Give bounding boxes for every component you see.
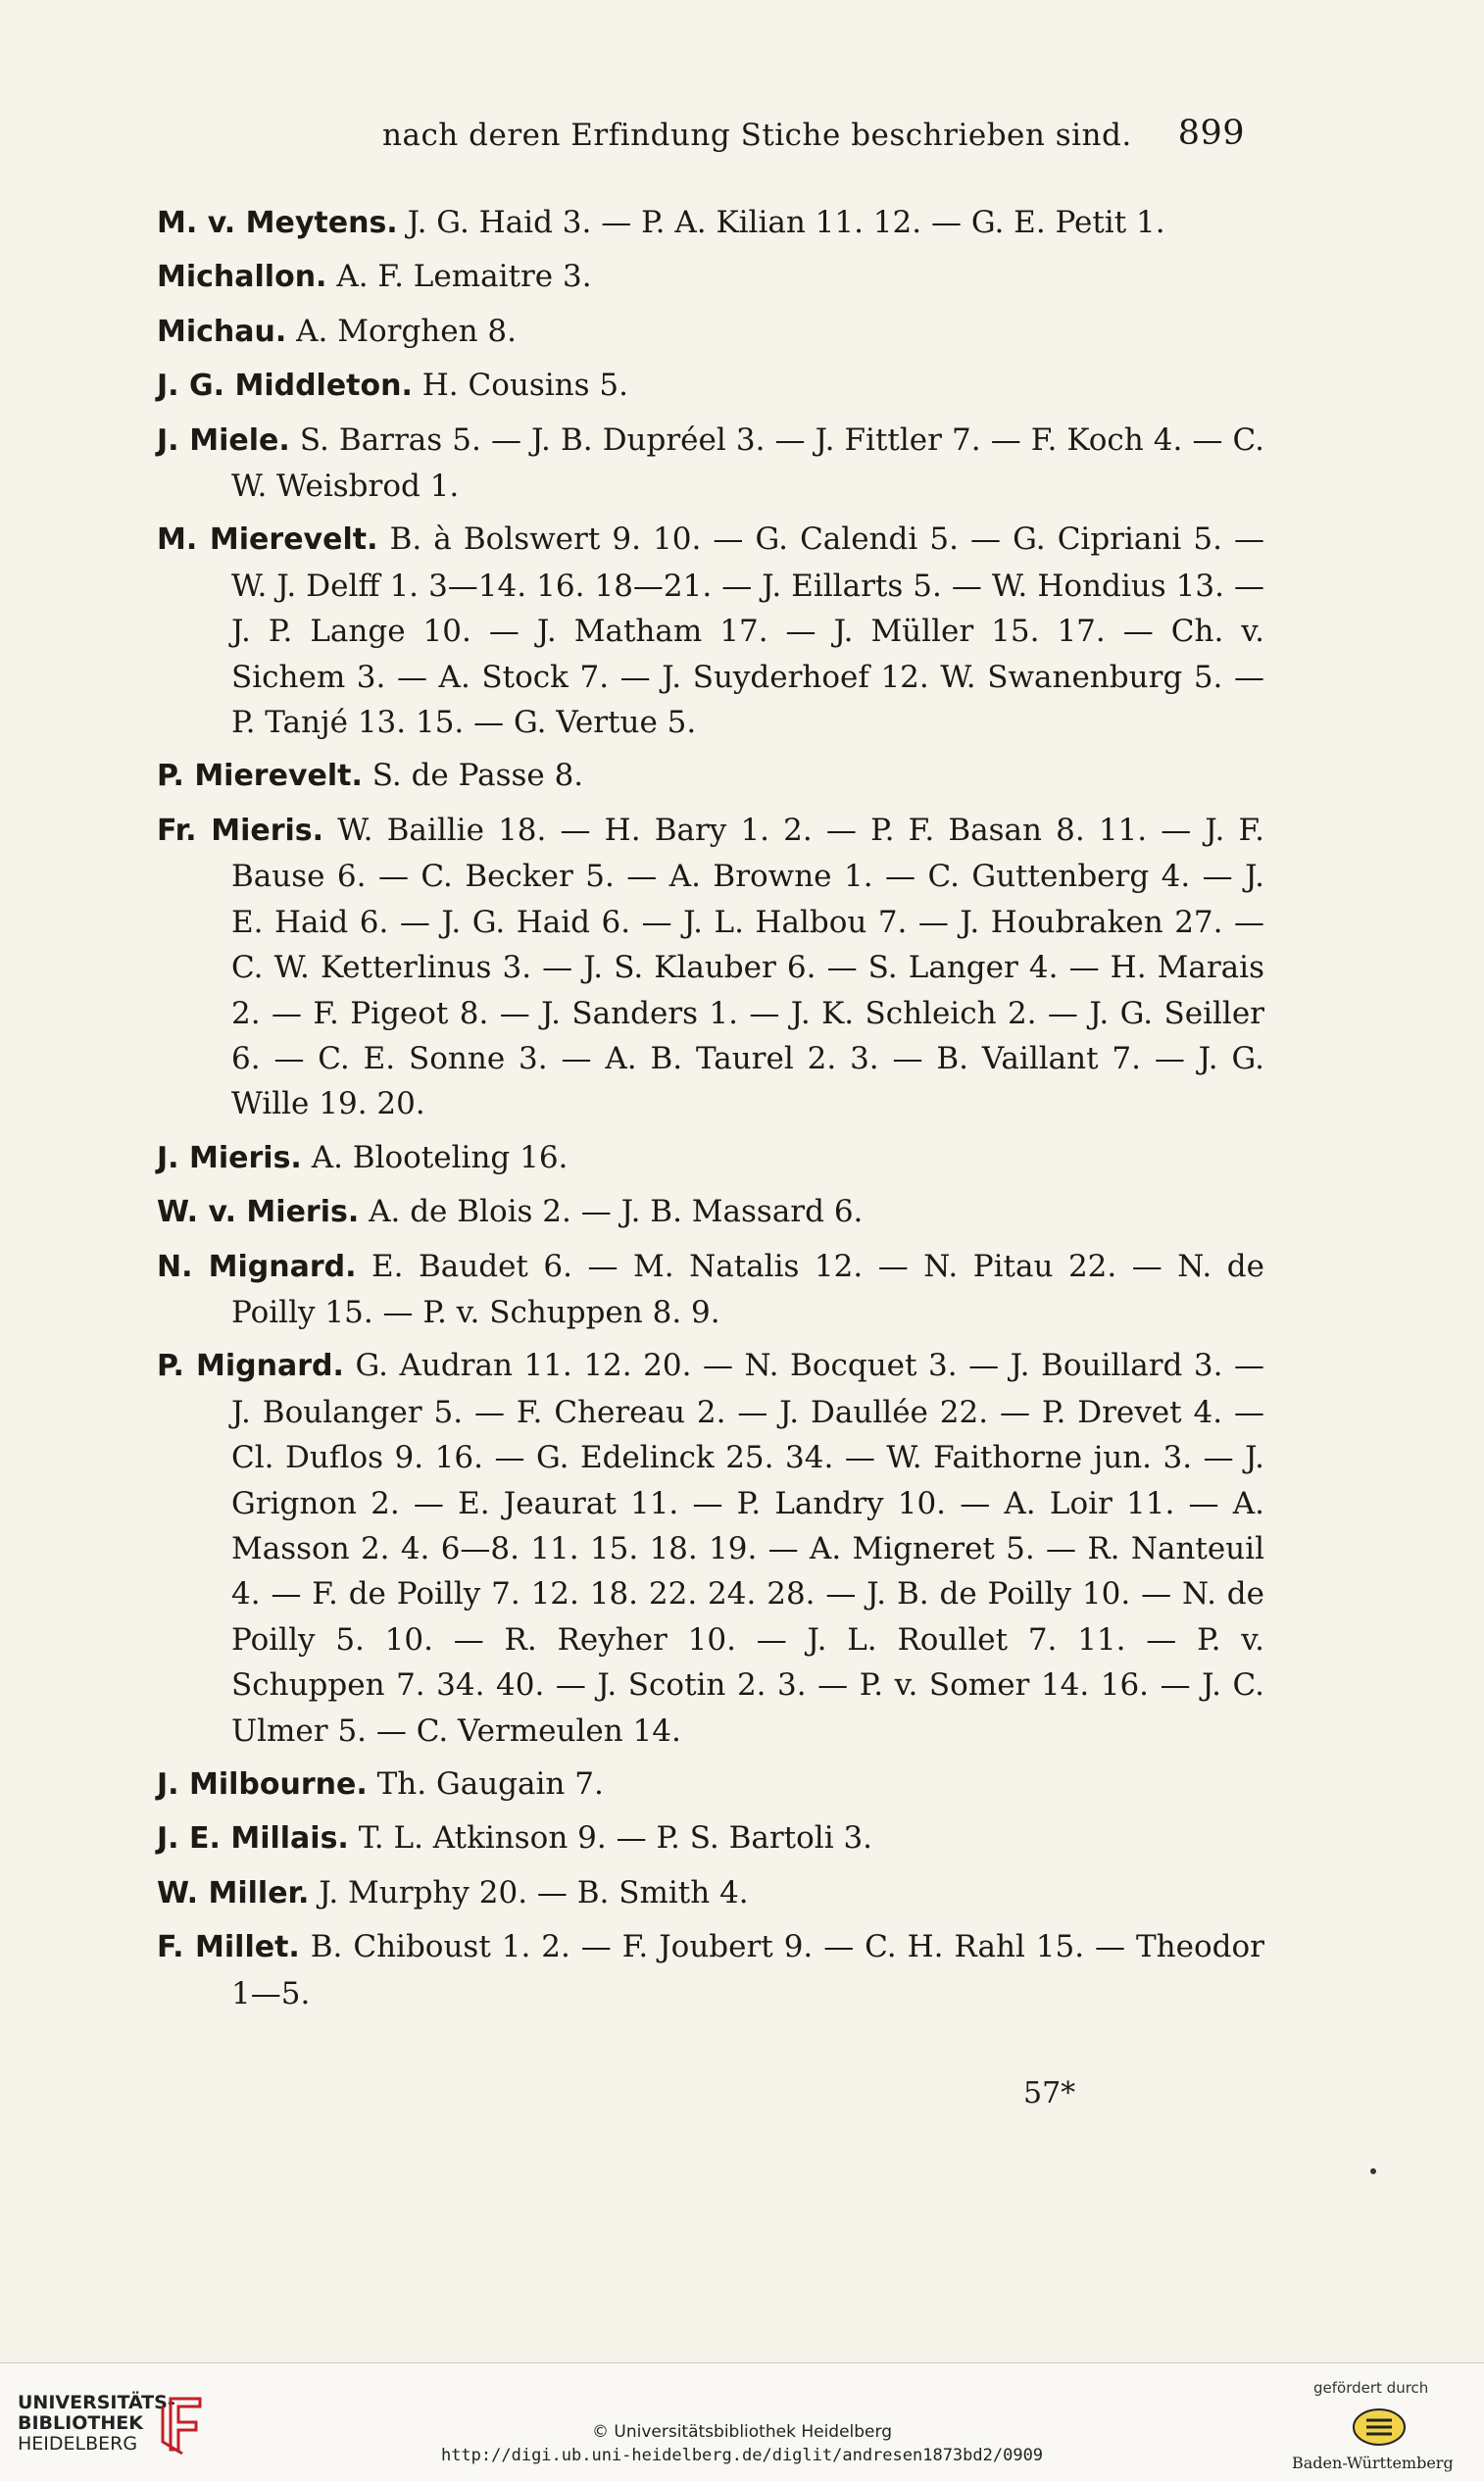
- funder-name: Baden-Württemberg: [1292, 2454, 1454, 2472]
- painter-name: J. G. Middleton.: [157, 369, 413, 404]
- entry: [157, 1815, 1264, 1861]
- entry: [157, 1762, 1264, 1808]
- entry-list: [157, 200, 1264, 2024]
- engravers: W. Baillie 18. — H. Bary 1. 2. — P. F. Basan 8. 11. — J. F. Bause 6. — C. Becker 5. — A. Browne 1. — C. Guttenberg 4. — J. E. Haid 6. — J. G. Haid 6. — J. L. Halbou 7. — J. Houbraken 27. — C. W. Ketterlinus 3. — J. S. Klauber 6. — S. Langer 4. — H. Marais 2. — F. Pigeot 8. — J. Sanders 1. — J. K. Schleich 2. — J. G. Seiller 6. — C. E. Sonne 3. — A. B. Taurel 2. 3. — B. Vaillant 7. — J. G. Wille 19. 20.: [231, 812, 1264, 1122]
- painter-name: J. Miele.: [157, 422, 290, 458]
- entry: [157, 200, 1264, 246]
- state-crest-icon: [1345, 2407, 1413, 2448]
- page-number: 899: [1177, 114, 1245, 153]
- painter-name: Fr. Mieris.: [157, 813, 324, 848]
- engravers: B. Chiboust 1. 2. — F. Joubert 9. — C. H. Rahl 15. — Theodor 1—5.: [231, 1929, 1264, 2011]
- painter-name: Michallon.: [157, 260, 327, 295]
- entry: [157, 1343, 1264, 1754]
- engravers: A. Morghen 8.: [296, 313, 518, 349]
- entry: [157, 1135, 1264, 1181]
- painter-name: W. v. Mieris.: [157, 1195, 360, 1230]
- engravers: S. de Passe 8.: [371, 758, 584, 794]
- entry: [157, 808, 1264, 1127]
- painter-name: M. Mierevelt.: [157, 522, 378, 558]
- entry: [157, 254, 1264, 300]
- logo-line: BIBLIOTHEK: [18, 2412, 143, 2434]
- entry: [157, 1244, 1264, 1336]
- engravers: H. Cousins 5.: [421, 368, 628, 404]
- engravers: A. F. Lemaitre 3.: [336, 259, 592, 295]
- painter-name: J. E. Millais.: [157, 1821, 349, 1857]
- engravers: J. Murphy 20. — B. Smith 4.: [319, 1874, 749, 1910]
- ink-speck: [1370, 2168, 1376, 2174]
- logo-line: HEIDELBERG: [18, 2433, 138, 2455]
- entry: [157, 418, 1264, 510]
- engravers: T. L. Atkinson 9. — P. S. Bartoli 3.: [358, 1820, 873, 1857]
- footer-bar: [0, 2362, 1484, 2481]
- painter-name: J. Milbourne.: [157, 1767, 368, 1802]
- painter-name: J. Mieris.: [157, 1140, 302, 1175]
- entry: [157, 517, 1264, 745]
- signature-mark: 57*: [1023, 2076, 1076, 2110]
- running-head: [382, 114, 1245, 153]
- entry: [157, 363, 1264, 409]
- entry: [157, 1870, 1264, 1916]
- painter-name: P. Mierevelt.: [157, 759, 363, 794]
- painter-name: M. v. Meytens.: [157, 206, 398, 240]
- engravers: S. Barras 5. — J. B. Dupréel 3. — J. Fittler 7. — F. Koch 4. — C. W. Weisbrod 1.: [231, 422, 1265, 505]
- copyright-text: © Universitätsbibliothek Heidelberg: [591, 2422, 892, 2442]
- engravers: Th. Gaugain 7.: [376, 1766, 604, 1802]
- painter-name: W. Miller.: [157, 1875, 310, 1910]
- engravers: G. Audran 11. 12. 20. — N. Bocquet 3. — J. Bouillard 3. — J. Boulanger 5. — F. Chereau 2. — J. Daullée 22. — P. Drevet 4. — Cl. Duflos 9. 16. — G. Edelinck 25. 34. — W. Faithorne jun. 3. — J. Grignon 2. — E. Jeaurat 11. — P. Landry 10. — A. Loir 11. — A. Masson 2. 4. 6—8. 11. 15. 18. 19. — A. Migneret 5. — R. Nanteuil 4. — F. de Poilly 7. 12. 18. 22. 24. 28. — J. B. de Poilly 10. — N. de Poilly 5. 10. — R. Reyher 10. — J. L. Roullet 7. 11. — P. v. Schuppen 7. 34. 40. — J. Scotin 2. 3. — P. v. Somer 14. 16. — J. C. Ulmer 5. — C. Vermeulen 14.: [231, 1348, 1265, 1749]
- engravers: A. de Blois 2. — J. B. Massard 6.: [369, 1194, 864, 1230]
- engravers: A. Blooteling 16.: [311, 1139, 569, 1175]
- painter-name: N. Mignard.: [157, 1249, 357, 1284]
- running-title: nach deren Erfindung Stiche beschrieben sind.: [382, 118, 1132, 153]
- engravers: B. à Bolswert 9. 10. — G. Calendi 5. — G. Cipriani 5. — W. J. Delff 1. 3—14. 16. 18—21. — J. Eillarts 5. — W. Hondius 13. — J. P. Lange 10. — J. Matham 17. — J. Müller 15. 17. — Ch. v. Sichem 3. — A. Stock 7. — J. Suyderhoef 12. W. Swanenburg 5. — P. Tanjé 13. 15. — G. Vertue 5.: [231, 521, 1265, 741]
- engravers: E. Baudet 6. — M. Natalis 12. — N. Pitau 22. — N. de Poilly 15. — P. v. Schuppen 8. 9.: [231, 1248, 1264, 1330]
- entry: [157, 309, 1264, 355]
- entry: [157, 1189, 1264, 1235]
- painter-name: Michau.: [157, 314, 287, 349]
- logo-line: UNIVERSITÄTS-: [18, 2392, 175, 2413]
- source-url-link[interactable]: http://digi.ub.uni-heidelberg.de/diglit/andresen1873bd2/0909: [440, 2446, 1044, 2465]
- painter-name: P. Mignard.: [157, 1349, 344, 1384]
- engravers: J. G. Haid 3. — P. A. Kilian 11. 12. — G. E. Petit 1.: [407, 205, 1165, 240]
- entry: [157, 753, 1264, 799]
- painter-name: F. Millet.: [157, 1930, 300, 1965]
- entry: [157, 1924, 1264, 2016]
- funded-by-label: gefördert durch: [1313, 2379, 1429, 2397]
